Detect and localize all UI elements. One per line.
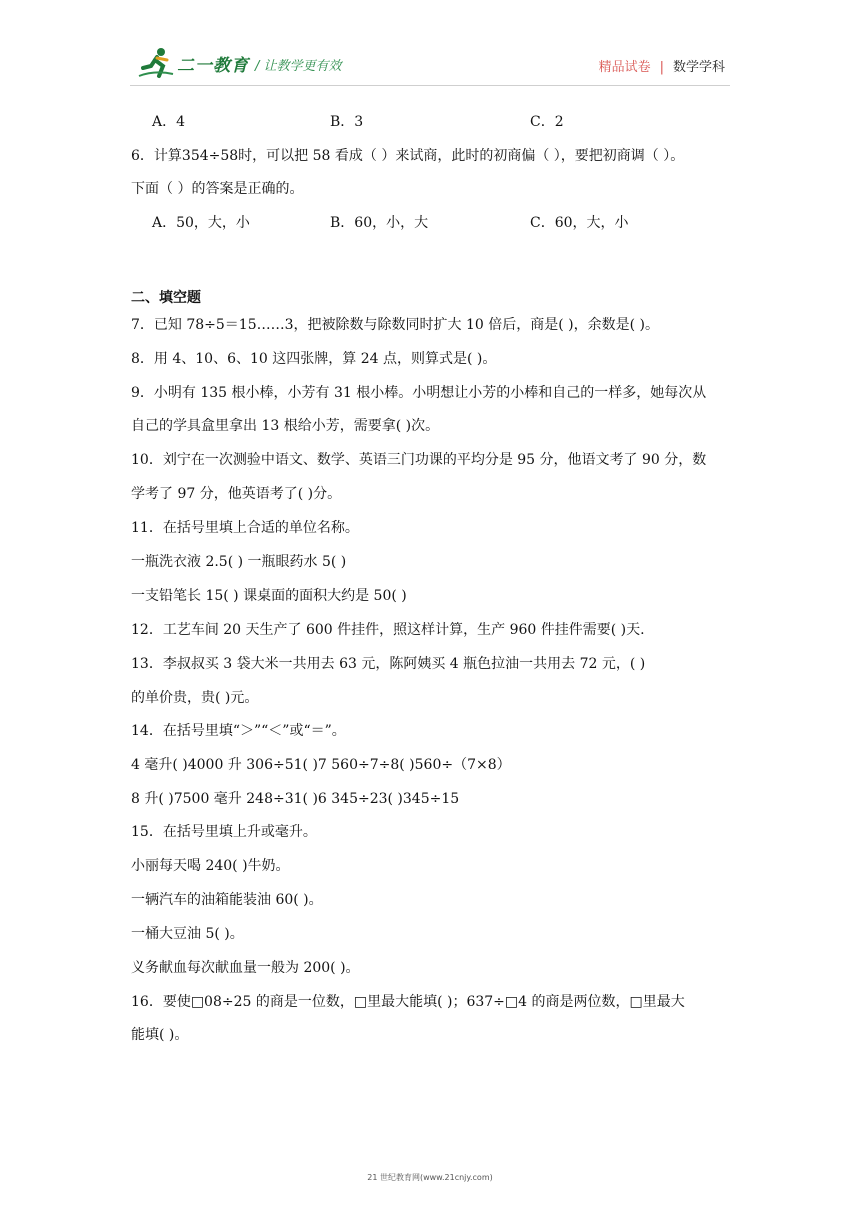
question-line: 能填( )。 xyxy=(131,1027,189,1043)
logo xyxy=(137,46,249,80)
q6-line-1: 6．计算354÷58时，可以把 58 看成（ ）来试商，此时的初商偏（ ），要把初商调（ ）。 xyxy=(131,148,685,164)
question-line: 11．在括号里填上合适的单位名称。 xyxy=(131,520,359,536)
q6-option-a: A．50，大，小 xyxy=(152,215,250,231)
question-line: 8．用 4、10、6、10 这四张牌，算 24 点，则算式是( )。 xyxy=(131,351,497,367)
header-labels xyxy=(599,56,725,75)
question-line: 一桶大豆油 5( )。 xyxy=(131,926,244,942)
question-line: 小丽每天喝 240( )牛奶。 xyxy=(131,858,290,874)
q6-option-c: C．60，大，小 xyxy=(530,215,629,231)
question-line: 10．刘宁在一次测验中语文、数学、英语三门功课的平均分是 95 分，他语文考了 90 分，数 xyxy=(131,452,707,468)
section-title: 二、填空题 xyxy=(131,290,201,306)
question-line: 16．要使□08÷25 的商是一位数，□里最大能填( )；637÷□4 的商是两位数，□里最大 xyxy=(131,994,685,1010)
question-line: 9．小明有 135 根小棒，小芳有 31 根小棒。小明想让小芳的小棒和自己的一样多，她每次从 xyxy=(131,385,707,401)
question-line: 7．已知 78÷5＝15……3，把被除数与除数同时扩大 10 倍后，商是( )，余数是( )。 xyxy=(131,317,659,333)
question-line: 8 升( )7500 毫升 248÷31( )6 345÷23( )345÷15 xyxy=(131,791,460,807)
question-line: 学考了 97 分，他英语考了( )分。 xyxy=(131,486,342,502)
question-line: 15．在括号里填上升或毫升。 xyxy=(131,824,317,840)
question-line: 义务献血每次献血量一般为 200( )。 xyxy=(131,960,360,976)
header-divider xyxy=(130,85,730,86)
question-line: 13．李叔叔买 3 袋大米一共用去 63 元，陈阿姨买 4 瓶色拉油一共用去 72 元，( ) xyxy=(131,656,646,672)
question-line: 一辆汽车的油箱能装油 60( )。 xyxy=(131,892,323,908)
question-line: 一瓶洗衣液 2.5( ) 一瓶眼药水 5( ) xyxy=(131,554,347,570)
page-footer: 21 世纪教育网(www.21cnjy.com) xyxy=(367,1173,493,1182)
logo-text: 二一教育 xyxy=(177,55,249,76)
question-line: 4 毫升( )4000 升 306÷51( )7 560÷7÷8( )560÷（7×8） xyxy=(131,757,511,773)
question-line: 一支铅笔长 15( ) 课桌面的面积大约是 50( ) xyxy=(131,588,407,604)
badge-label: 精品试卷 xyxy=(598,60,651,75)
q6-line-2: 下面（ ）的答案是正确的。 xyxy=(131,181,304,197)
question-line: 自己的学具盒里拿出 13 根给小芳，需要拿( )次。 xyxy=(131,418,440,434)
q5-option-b: B．3 xyxy=(330,114,364,130)
question-line: 的单价贵，贵( )元。 xyxy=(131,690,259,706)
q5-option-c: C．2 xyxy=(530,114,564,130)
slogan: / 让教学更有效 xyxy=(255,59,342,74)
runner-logo-icon xyxy=(137,46,175,80)
page-header xyxy=(0,0,860,92)
q6-option-b: B．60，小，大 xyxy=(330,215,429,231)
header-separator: | xyxy=(659,60,664,75)
question-line: 12．工艺车间 20 天生产了 600 件挂件，照这样计算，生产 960 件挂件需要( )天. xyxy=(131,622,645,638)
question-line: 14．在括号里填“＞”“＜”或“＝”。 xyxy=(131,723,346,739)
subject-label: 数学学科 xyxy=(672,60,725,75)
q5-option-a: A．4 xyxy=(152,114,186,130)
